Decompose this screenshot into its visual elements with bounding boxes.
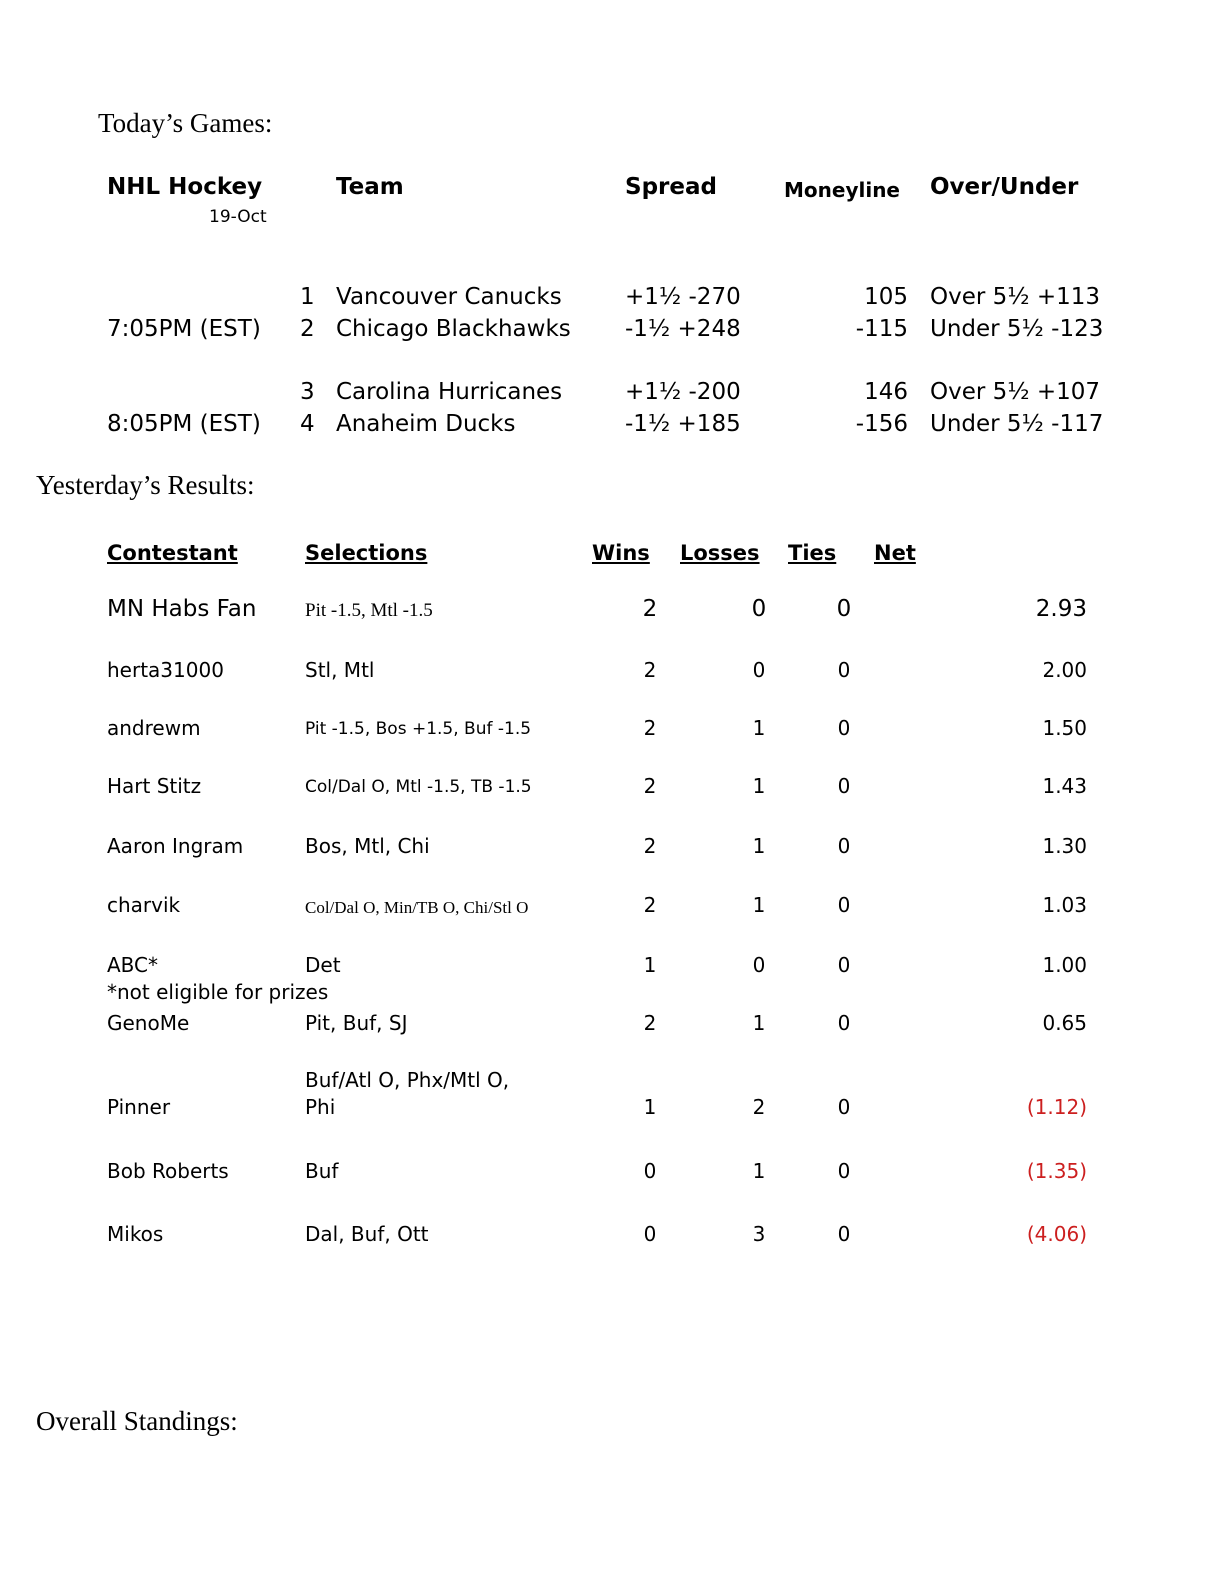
game-team-name: Anaheim Ducks	[336, 411, 516, 437]
game-team-number: 2	[300, 316, 315, 342]
results-header-selections: Selections	[305, 541, 428, 565]
result-selections: Stl, Mtl	[305, 658, 375, 682]
result-net: 2.93	[1035, 596, 1087, 622]
result-ties: 0	[837, 658, 851, 682]
result-contestant: herta31000	[107, 658, 224, 682]
result-ties: 0	[837, 1159, 851, 1183]
result-net: 2.00	[1042, 658, 1087, 682]
results-header-contestant: Contestant	[107, 541, 238, 565]
result-wins: 2	[643, 893, 657, 917]
result-wins: 2	[643, 716, 657, 740]
result-selections: Phi	[305, 1095, 336, 1119]
game-team-spread: -1½ +185	[625, 411, 741, 437]
result-losses: 0	[751, 596, 767, 622]
result-losses: 1	[752, 1159, 766, 1183]
result-losses: 0	[752, 658, 766, 682]
result-ties: 0	[837, 1095, 851, 1119]
result-losses: 1	[752, 1011, 766, 1035]
result-wins: 2	[643, 774, 657, 798]
result-ties: 0	[837, 834, 851, 858]
result-contestant: ABC*	[107, 953, 159, 977]
result-net: 0.65	[1042, 1011, 1087, 1035]
game-team-moneyline: 105	[864, 284, 908, 310]
result-contestant: andrewm	[107, 716, 201, 740]
game-team-number: 4	[300, 411, 315, 437]
result-ties: 0	[837, 893, 851, 917]
result-selections: Det	[305, 953, 341, 977]
game-team-number: 3	[300, 379, 315, 405]
result-net: 1.50	[1042, 716, 1087, 740]
result-ties: 0	[837, 774, 851, 798]
game-time: 8:05PM (EST)	[107, 411, 261, 437]
result-selections: Dal, Buf, Ott	[305, 1222, 429, 1246]
result-selections: Col/Dal O, Mtl -1.5, TB -1.5	[305, 777, 532, 797]
result-net: (1.35)	[1026, 1159, 1087, 1183]
result-selections: Buf	[305, 1159, 339, 1183]
result-contestant: MN Habs Fan	[107, 596, 257, 622]
game-team-number: 1	[300, 284, 315, 310]
result-losses: 3	[752, 1222, 766, 1246]
game-team-moneyline: 146	[864, 379, 908, 405]
result-contestant: GenoMe	[107, 1011, 190, 1035]
game-team-name: Chicago Blackhawks	[336, 316, 571, 342]
results-header-ties: Ties	[788, 541, 837, 565]
game-team-over-under: Over 5½ +113	[930, 284, 1101, 310]
result-contestant: Bob Roberts	[107, 1159, 229, 1183]
result-losses: 1	[752, 893, 766, 917]
result-losses: 1	[752, 834, 766, 858]
result-wins: 1	[643, 1095, 657, 1119]
results-header-wins: Wins	[592, 541, 650, 565]
result-net: (4.06)	[1026, 1222, 1087, 1246]
result-losses: 0	[752, 953, 766, 977]
result-losses: 1	[752, 716, 766, 740]
result-selections: Buf/Atl O, Phx/Mtl O,	[305, 1068, 510, 1092]
game-team-over-under: Under 5½ -123	[930, 316, 1104, 342]
game-team-over-under: Over 5½ +107	[930, 379, 1101, 405]
result-ties: 0	[837, 953, 851, 977]
results-header-net: Net	[874, 541, 916, 565]
game-team-moneyline: -115	[855, 316, 908, 342]
result-wins: 0	[643, 1159, 657, 1183]
games-header-team: Team	[336, 174, 404, 200]
game-team-spread: +1½ -200	[625, 379, 741, 405]
games-header-league: NHL Hockey	[107, 174, 263, 200]
result-contestant: Hart Stitz	[107, 774, 202, 798]
result-note: *not eligible for prizes	[107, 980, 329, 1004]
result-selections: Col/Dal O, Min/TB O, Chi/Stl O	[305, 898, 529, 917]
result-wins: 2	[643, 834, 657, 858]
game-team-spread: +1½ -270	[625, 284, 741, 310]
result-contestant: Pinner	[107, 1095, 171, 1119]
result-losses: 2	[752, 1095, 766, 1119]
result-net: 1.30	[1042, 834, 1087, 858]
result-selections: Bos, Mtl, Chi	[305, 834, 430, 858]
result-selections: Pit -1.5, Bos +1.5, Buf -1.5	[305, 719, 532, 739]
result-losses: 1	[752, 774, 766, 798]
yesterdays-results-heading: Yesterday’s Results:	[36, 470, 255, 500]
games-header-spread: Spread	[625, 174, 717, 200]
games-header-date: 19-Oct	[209, 207, 267, 227]
result-contestant: Aaron Ingram	[107, 834, 244, 858]
result-net: (1.12)	[1026, 1095, 1087, 1119]
result-contestant: Mikos	[107, 1222, 164, 1246]
game-team-moneyline: -156	[855, 411, 908, 437]
result-net: 1.43	[1042, 774, 1087, 798]
result-ties: 0	[836, 596, 852, 622]
game-team-over-under: Under 5½ -117	[930, 411, 1104, 437]
result-wins: 1	[643, 953, 657, 977]
overall-standings-heading: Overall Standings:	[36, 1406, 238, 1436]
result-ties: 0	[837, 716, 851, 740]
result-contestant: charvik	[107, 893, 181, 917]
result-net: 1.00	[1042, 953, 1087, 977]
games-header-moneyline: Moneyline	[784, 178, 900, 202]
result-ties: 0	[837, 1222, 851, 1246]
result-wins: 2	[643, 658, 657, 682]
result-wins: 2	[642, 596, 658, 622]
result-net: 1.03	[1042, 893, 1087, 917]
games-header-over-under: Over/Under	[930, 174, 1079, 200]
game-team-name: Carolina Hurricanes	[336, 379, 563, 405]
game-team-spread: -1½ +248	[625, 316, 741, 342]
results-header-losses: Losses	[680, 541, 760, 565]
todays-games-heading: Today’s Games:	[98, 108, 273, 138]
result-wins: 0	[643, 1222, 657, 1246]
result-wins: 2	[643, 1011, 657, 1035]
result-ties: 0	[837, 1011, 851, 1035]
game-team-name: Vancouver Canucks	[336, 284, 562, 310]
result-selections: Pit -1.5, Mtl -1.5	[305, 600, 433, 621]
result-selections: Pit, Buf, SJ	[305, 1011, 408, 1035]
game-time: 7:05PM (EST)	[107, 316, 261, 342]
